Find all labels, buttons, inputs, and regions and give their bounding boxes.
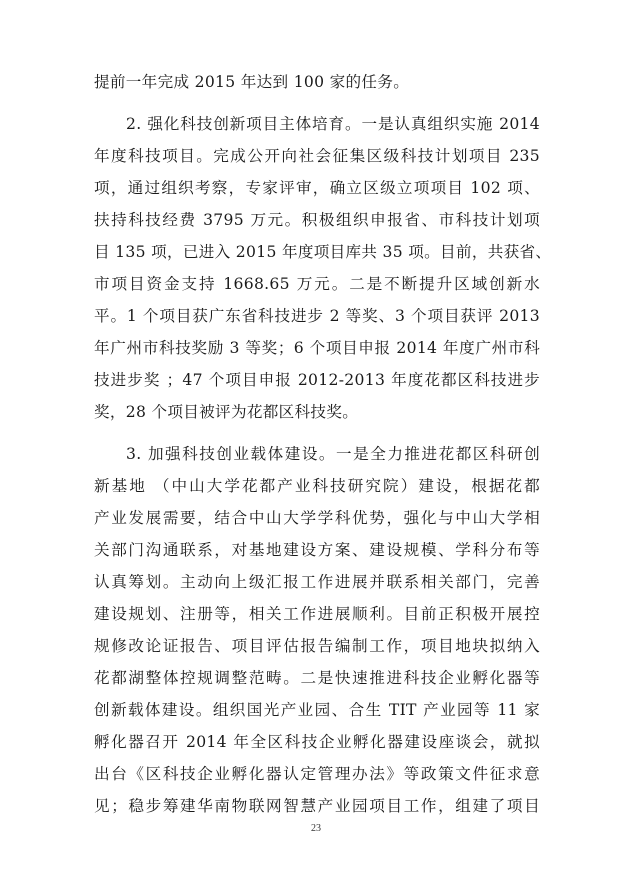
paragraph-line: 市项目资金支持 1668.65 万元。二是不断提升区域创新水 [94, 275, 540, 293]
paragraph-line: 孵化器召开 2014 年全区科技企业孵化器建设座谈会，就拟 [94, 733, 540, 751]
paragraph-line: 认真筹划。主动向上级汇报工作进展并联系相关部门，完善 [94, 573, 540, 591]
paragraph-line: 产业发展需要，结合中山大学学科优势，强化与中山大学相 [94, 509, 540, 527]
paragraph-line: 创新载体建设。组织国光产业园、合生 TIT 产业园等 11 家 [94, 701, 540, 719]
paragraph-line: 目 135 项，已进入 2015 年度项目库共 35 项。目前，共获省、 [94, 243, 552, 261]
paragraph-line: 见；稳步筹建华南物联网智慧产业园项目工作，组建了项目 [94, 797, 540, 815]
paragraph-line: 规修改论证报告、项目评估报告编制工作，项目地块拟纳入 [94, 637, 540, 655]
page-number: 23 [311, 823, 321, 834]
paragraph-line: 年度科技项目。完成公开向社会征集区级科技计划项目 235 [94, 147, 540, 165]
paragraph-line: 技进步奖 ；47 个项目申报 2012-2013 年度花都区科技进步 [94, 371, 540, 389]
paragraph-line: 建设规划、注册等，相关工作进展顺利。目前正积极开展控 [94, 605, 540, 623]
paragraph-line: 平。1 个项目获广东省科技进步 2 等奖、3 个项目获评 2013 [94, 307, 540, 325]
paragraph-line: 提前一年完成 2015 年达到 100 家的任务。 [94, 73, 410, 91]
paragraph-line: 花都湖整体控规调整范畴。二是快速推进科技企业孵化器等 [94, 669, 540, 687]
paragraph-line: 项，通过组织考察，专家评审，确立区级立项项目 102 项、 [94, 179, 540, 197]
paragraph-line: 2. 强化科技创新项目主体培育。一是认真组织实施 2014 [126, 115, 540, 133]
paragraph-line: 年广州市科技奖励 3 等奖；6 个项目申报 2014 年度广州市科 [94, 339, 540, 357]
paragraph-line: 新基地 （中山大学花都产业科技研究院）建设，根据花都 [94, 477, 540, 495]
paragraph-line: 奖，28 个项目被评为花都区科技奖。 [94, 403, 359, 421]
paragraph-line: 关部门沟通联系，对基地建设方案、建设规模、学科分布等 [94, 541, 540, 559]
paragraph-line: 出台《区科技企业孵化器认定管理办法》等政策文件征求意 [94, 765, 540, 783]
paragraph-line: 3. 加强科技创业载体建设。一是全力推进花都区科研创 [126, 445, 540, 463]
paragraph-line: 扶持科技经费 3795 万元。积极组织申报省、市科技计划项 [94, 211, 540, 229]
